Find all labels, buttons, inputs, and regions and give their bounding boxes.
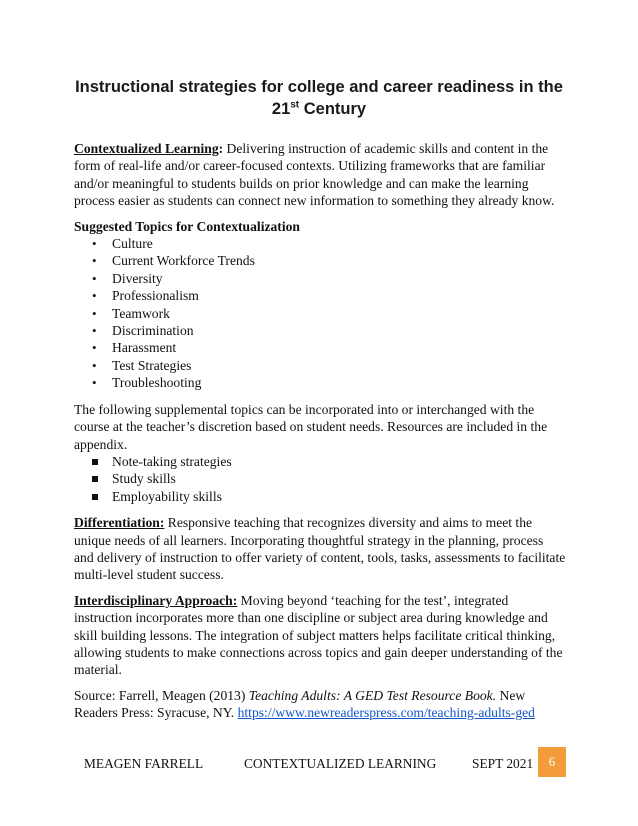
source-citation bbox=[74, 687, 566, 722]
contextualized-learning-text: Delivering instruction of academic skills and content in the form of real-life and/or career-focused contexts. Utilizing frameworks that are familiar and/or meaningful to students builds on prior knowledge and can make the learning process easier as students can connect new information to something they already know. bbox=[74, 141, 555, 209]
footer-author: MEAGEN FARRELL bbox=[84, 756, 204, 771]
list-item: • Discrimination bbox=[112, 322, 566, 339]
suggested-topics-heading: Suggested Topics for Contextualization bbox=[74, 218, 300, 234]
list-item: • Test Strategies bbox=[112, 357, 566, 374]
list-item: Note-taking strategies bbox=[112, 453, 566, 470]
contextualized-learning-colon: : bbox=[218, 141, 224, 156]
differentiation-paragraph bbox=[74, 514, 566, 584]
contextualized-learning-label: Contextualized Learning bbox=[74, 141, 219, 156]
list-item: • Diversity bbox=[112, 270, 566, 287]
title-ordinal-suffix: st bbox=[290, 99, 300, 111]
list-item: • Current Workforce Trends bbox=[112, 252, 566, 269]
list-item: Employability skills bbox=[112, 488, 566, 505]
supplemental-topics-paragraph: The following supplemental topics can be incorporated into or interchanged with the course at the teacher’s discretion based on student needs. Resources are included in the appendix. bbox=[74, 401, 548, 452]
page-number-badge: 6 bbox=[538, 747, 566, 777]
source-publisher: New Readers Press: Syracuse, NY. bbox=[74, 687, 526, 721]
source-book-title: Teaching Adults: A GED Test Resource Book. bbox=[248, 687, 497, 703]
page-footer bbox=[84, 749, 564, 779]
title-line-1: Instructional strategies for college and career readiness in the bbox=[75, 78, 563, 96]
interdisciplinary-text: Moving beyond ‘teaching for the test’, integrated instruction incorporates more than one discipline or subject area during knowledge and skill building lessons. The integration of subject matters helps facilitate critical thinking, allowing students to make connections across topics and gain deeper understanding of the material. bbox=[74, 592, 563, 678]
title-line-2-word: Century bbox=[299, 100, 367, 118]
page-title bbox=[60, 76, 578, 120]
list-item: Study skills bbox=[112, 470, 566, 487]
list-item: • Professionalism bbox=[112, 287, 566, 304]
contextualized-learning-paragraph bbox=[74, 140, 566, 210]
title-line-2-number: 21 bbox=[271, 100, 291, 118]
source-prefix: Source: Farrell, Meagen (2013) bbox=[74, 687, 249, 703]
suggested-topics-list bbox=[74, 235, 566, 392]
list-item: • Teamwork bbox=[112, 305, 566, 322]
differentiation-label: Differentiation: bbox=[74, 515, 165, 531]
source-link[interactable]: https://www.newreaderspress.com/teaching-adults-ged bbox=[237, 705, 535, 721]
list-item: • Harassment bbox=[112, 339, 566, 356]
differentiation-text: Responsive teaching that recognizes diversity and aims to meet the unique needs of all learners. Incorporating thoughtful strategy in the planning, process and delivery of instruction to offer variety of content, tools, tasks, assessments to facilitate multi-level student success. bbox=[74, 515, 566, 583]
list-item: • Culture bbox=[112, 235, 566, 252]
footer-date: SEPT 2021 bbox=[472, 756, 534, 771]
supplemental-topics-list bbox=[74, 453, 566, 505]
interdisciplinary-label: Interdisciplinary Approach: bbox=[74, 592, 238, 608]
footer-document-title: CONTEXTUALIZED LEARNING bbox=[244, 756, 437, 771]
interdisciplinary-paragraph bbox=[74, 592, 566, 679]
page-content bbox=[74, 140, 566, 722]
list-item: • Troubleshooting bbox=[112, 374, 566, 391]
